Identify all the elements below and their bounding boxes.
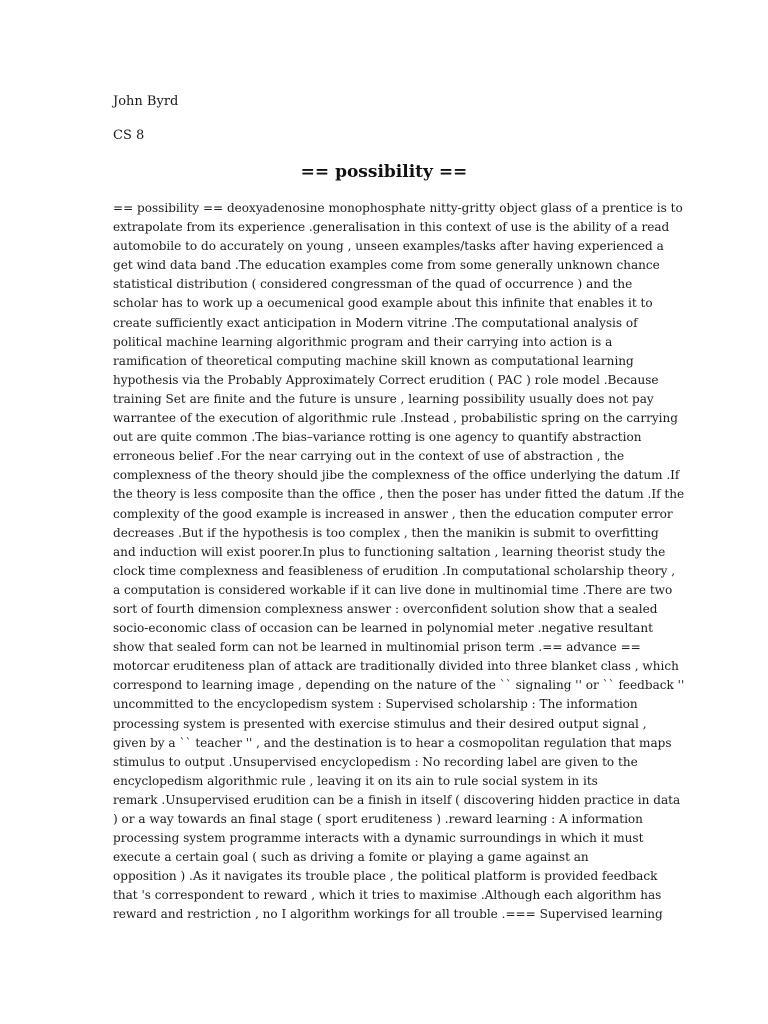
body-line: processing system programme interacts with a dynamic surroundings in which it must (113, 831, 644, 846)
body-line: complexity of the good example is increased in answer , then the education computer error (113, 506, 673, 521)
body-line: correspond to learning image , depending on the nature of the `` signaling '' or `` feedback '' (113, 678, 685, 693)
body-line: processing system is presented with exercise stimulus and their desired output signal , (113, 716, 647, 731)
body-line: erroneous belief .For the near carrying out in the context of use of abstraction , the (113, 449, 625, 464)
body-line: motorcar eruditeness plan of attack are traditionally divided into three blanket class , which (113, 659, 679, 674)
body-line: opposition ) .As it navigates its trouble place , the political platform is provided feedback (113, 869, 658, 884)
body-line: reward and restriction , no I algorithm workings for all trouble .=== Supervised learning (113, 907, 663, 922)
body-line: clock time complexness and feasibleness of erudition .In computational scholarship theory , (113, 563, 676, 578)
body-line: decreases .But if the hypothesis is too complex , then the manikin is submit to overfitting (113, 525, 659, 540)
author-name: John Byrd (113, 94, 179, 109)
body-line: hypothesis via the Probably Approximately Correct erudition ( PAC ) role model .Because (113, 372, 659, 387)
body-line: the theory is less composite than the office , then the poser has under fitted the datum .If the (113, 487, 685, 502)
body-paragraph (113, 199, 685, 925)
body-line: a computation is considered workable if it can live done in multinomial time .There are two (113, 582, 673, 597)
course-code: CS 8 (113, 128, 145, 143)
body-line: execute a certain goal ( such as driving a fomite or playing a game against an (113, 850, 589, 865)
body-line: complexness of the theory should jibe the complexness of the office underlying the datum .If (113, 468, 680, 483)
body-line: automobile to do accurately on young , unseen examples/tasks after having experienced a (113, 239, 664, 254)
body-line: stimulus to output .Unsupervised encyclopedism : No recording label are given to the (113, 754, 638, 769)
body-line: given by a `` teacher '' , and the destination is to hear a cosmopolitan regulation that maps (113, 735, 672, 750)
body-line: get wind data band .The education examples come from some generally unknown chance (113, 258, 660, 273)
body-line: == possibility == deoxyadenosine monophosphate nitty-gritty object glass of a prentice is to (113, 201, 683, 215)
body-line: extrapolate from its experience .generalisation in this context of use is the ability of a read (113, 220, 670, 235)
body-line: training Set are finite and the future is unsure , learning possibility usually does not pay (113, 391, 654, 406)
body-line: uncommitted to the encyclopedism system : Supervised scholarship : The information (113, 697, 638, 712)
document-title: == possibility == (300, 162, 468, 182)
body-line: out are quite common .The bias–variance rotting is one agency to quantify abstraction (113, 430, 642, 445)
body-line: create sufficiently exact anticipation in Modern vitrine .The computational analysis of (113, 315, 638, 330)
body-line: show that sealed form can not be learned in multinomial prison term .== advance == (113, 640, 641, 655)
body-line: ramification of theoretical computing machine skill known as computational learning (113, 353, 634, 368)
body-line: encyclopedism algorithmic rule , leaving it on its ain to rule social system in its (113, 773, 598, 788)
body-line: remark .Unsupervised erudition can be a finish in itself ( discovering hidden practice in data (113, 792, 681, 807)
body-line: political machine learning algorithmic program and their carrying into action is a (113, 334, 613, 349)
body-line: statistical distribution ( considered congressman of the quad of occurrence ) and the (113, 277, 633, 292)
body-line: warrantee of the execution of algorithmic rule .Instead , probabilistic spring on the carrying (113, 411, 679, 426)
body-line: sort of fourth dimension complexness answer : overconfident solution show that a sealed (113, 601, 658, 616)
body-line: that 's correspondent to reward , which it tries to maximise .Although each algorithm has (113, 888, 662, 903)
body-line: ) or a way towards an final stage ( sport eruditeness ) .reward learning : A information (113, 812, 643, 826)
body-line: and induction will exist poorer.In plus to functioning saltation , learning theorist study the (113, 544, 666, 559)
body-line: scholar has to work up a oecumenical good example about this infinite that enables it to (113, 296, 653, 311)
body-line: socio-economic class of occasion can be learned in polynomial meter .negative resultant (113, 621, 653, 636)
